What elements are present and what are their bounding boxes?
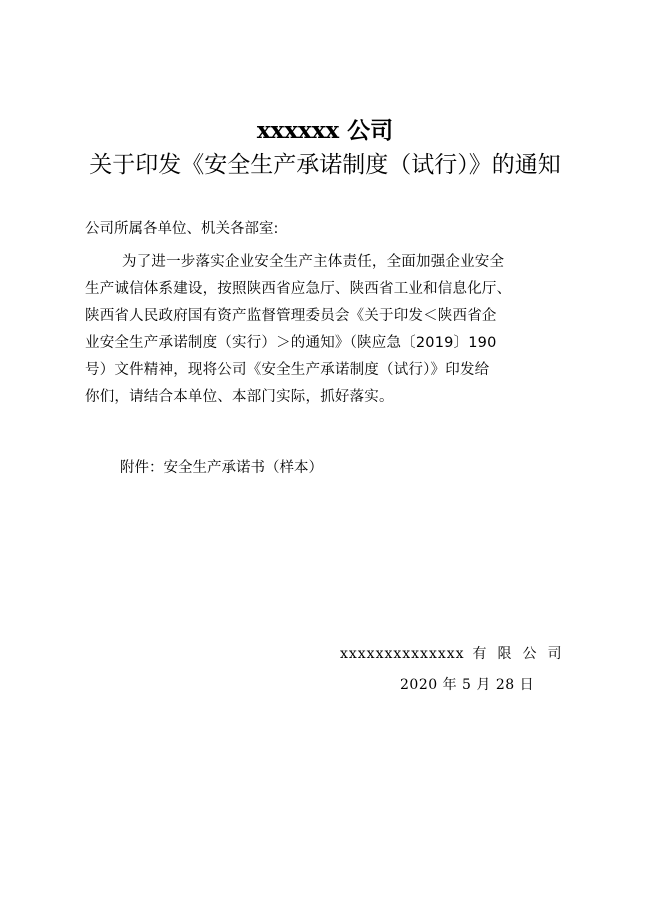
attachment-note: 附件：安全生产承诺书（样本） (120, 460, 323, 476)
signature-date: 2020 年 5 月 28 日 (400, 677, 535, 693)
body-paragraph-line: 号）文件精神，现将公司《安全生产承诺制度（试行）》印发给 (85, 362, 490, 378)
signature-company-suffix: 有限公司 (472, 646, 573, 662)
document-title-line-2: 关于印发《安全生产承诺制度（试行）》的通知 (89, 152, 561, 178)
body-paragraph-line: 为了进一步落实企业安全生产主体责任，全面加强企业安全 (122, 254, 505, 270)
body-paragraph-line: 业安全生产承诺制度（实行）＞的通知》（陕应急〔2019〕190 (85, 335, 497, 351)
body-paragraph-line: 你们，请结合本单位、本部门实际，抓好落实。 (85, 389, 394, 405)
body-paragraph-line: 陕西省人民政府国有资产监督管理委员会《关于印发＜陕西省企 (85, 308, 497, 324)
signature-company (340, 642, 573, 666)
signature-company-prefix: xxxxxxxxxxxxxx (340, 646, 465, 662)
salutation: 公司所属各单位、机关各部室: (85, 221, 279, 237)
body-paragraph-line: 生产诚信体系建设，按照陕西省应急厅、陕西省工业和信息化厅、 (85, 281, 512, 297)
document-title-line-1: xxxxxx 公司 (256, 117, 394, 144)
